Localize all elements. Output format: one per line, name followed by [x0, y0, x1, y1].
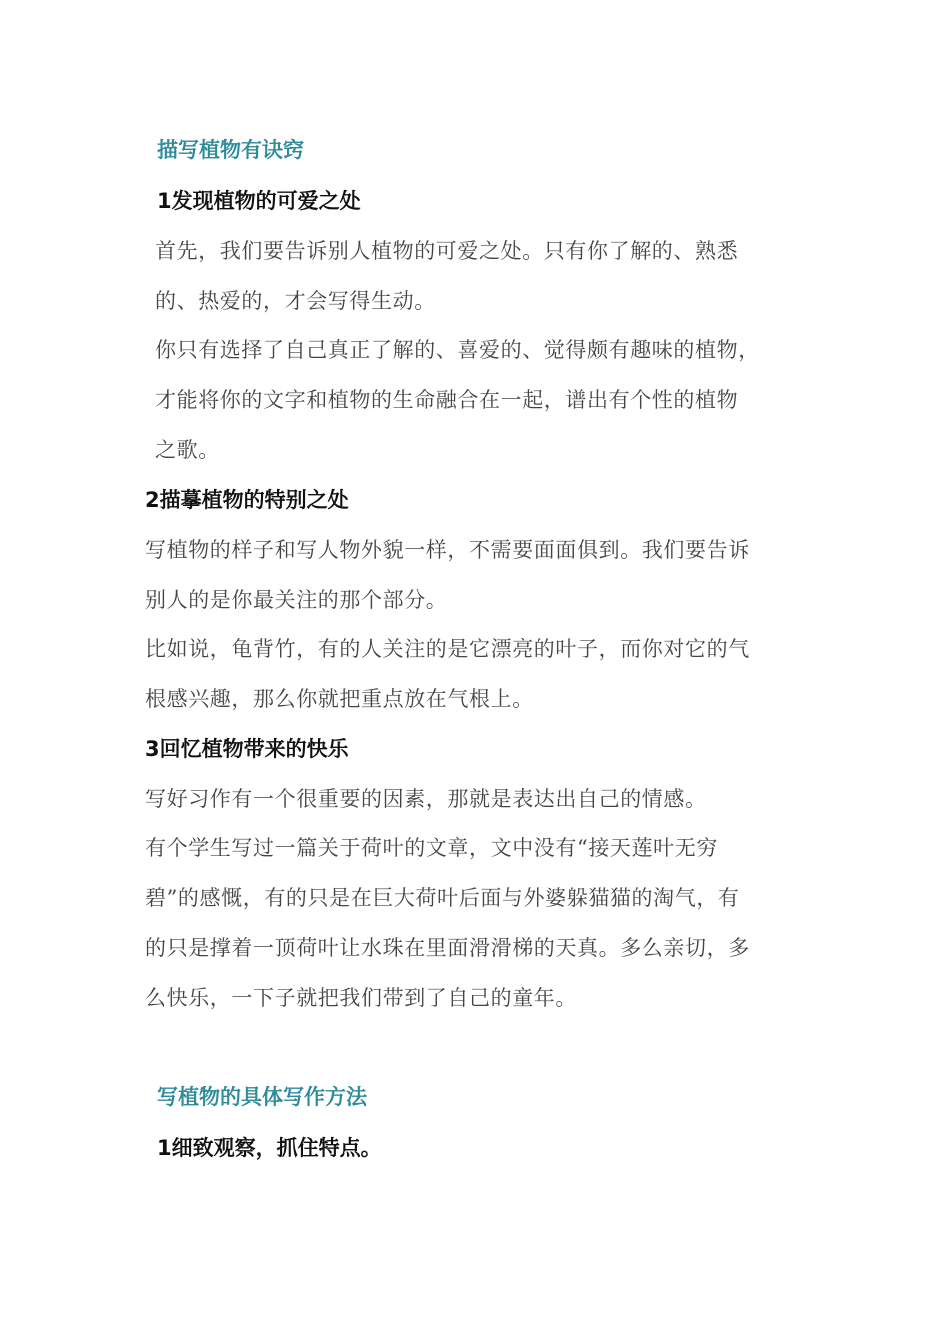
sub-heading-2: 2描摹植物的特别之处 [145, 488, 349, 512]
sub-heading-method-1: 1细致观察，抓住特点。 [157, 1136, 382, 1160]
sub-heading-3: 3回忆植物带来的快乐 [145, 737, 349, 761]
paragraph-line: 写好习作有一个很重要的因素，那就是表达出自己的情感。 [145, 787, 707, 811]
paragraph-line: 比如说，龟背竹，有的人关注的是它漂亮的叶子，而你对它的气 [145, 637, 750, 661]
paragraph-line: 写植物的样子和写人物外貌一样，不需要面面俱到。我们要告诉 [145, 538, 750, 562]
paragraph-2-1 [145, 525, 750, 625]
paragraph-1-1 [155, 226, 738, 326]
paragraph-line: 的、热爱的，才会写得生动。 [155, 289, 436, 313]
paragraph-3-2 [145, 823, 750, 1023]
paragraph-line: 的只是撑着一顶荷叶让水珠在里面滑滑梯的天真。多么亲切，多 [145, 936, 750, 960]
section-title-methods: 写植物的具体写作方法 [157, 1085, 367, 1109]
paragraph-line: 么快乐，一下子就把我们带到了自己的童年。 [145, 986, 577, 1010]
paragraph-2-2 [145, 624, 750, 724]
paragraph-1-2 [155, 325, 760, 475]
paragraph-line: 首先，我们要告诉别人植物的可爱之处。只有你了解的、熟悉 [155, 239, 739, 263]
paragraph-3-1 [145, 774, 707, 824]
sub-heading-1: 1发现植物的可爱之处 [157, 189, 361, 213]
paragraph-line: 你只有选择了自己真正了解的、喜爱的、觉得颇有趣味的植物， [155, 338, 760, 362]
paragraph-line: 有个学生写过一篇关于荷叶的文章，文中没有“接天莲叶无穷 [145, 836, 718, 860]
paragraph-line: 碧”的感慨，有的只是在巨大荷叶后面与外婆躲猫猫的淘气，有 [145, 886, 740, 910]
paragraph-line: 根感兴趣，那么你就把重点放在气根上。 [145, 687, 534, 711]
paragraph-line: 之歌。 [155, 438, 220, 462]
paragraph-line: 别人的是你最关注的那个部分。 [145, 588, 448, 612]
section-title-tips: 描写植物有诀窍 [157, 138, 304, 162]
paragraph-line: 才能将你的文字和植物的生命融合在一起，谱出有个性的植物 [155, 388, 739, 412]
